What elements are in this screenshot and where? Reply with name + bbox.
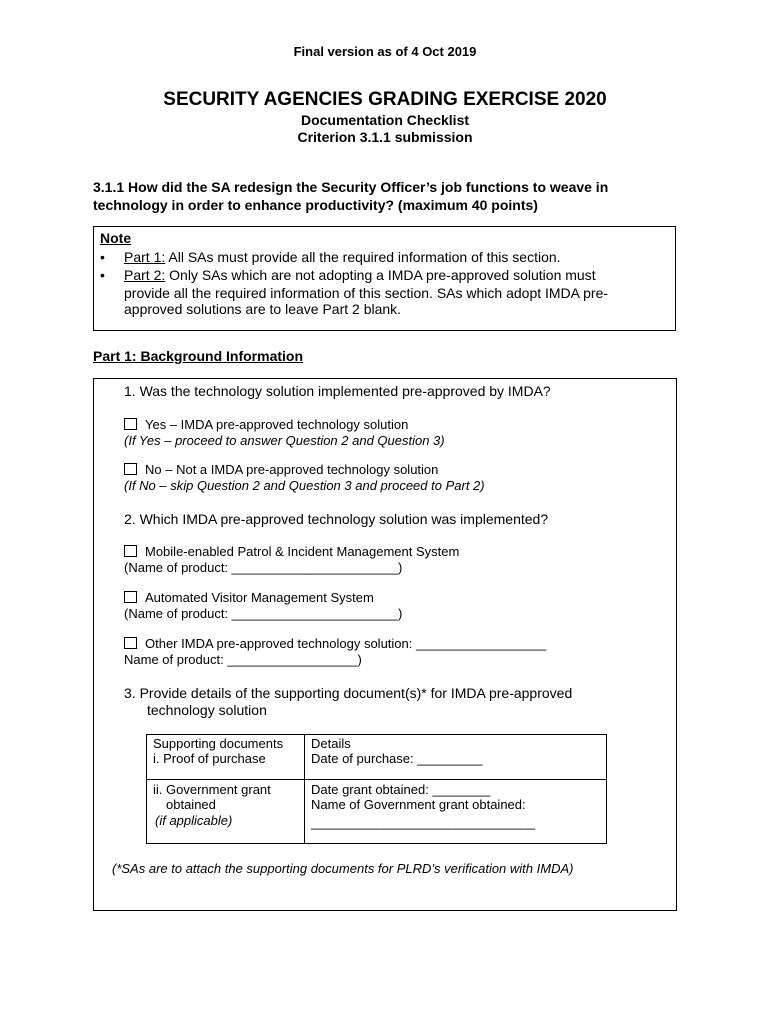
q1-text: 1. Was the technology solution implemented pre-approved by IMDA?: [124, 383, 551, 399]
checkbox-other[interactable]: [124, 637, 137, 649]
table-row-2-detail-b: Name of Government grant obtained:: [311, 797, 526, 812]
q1-no-note: (If No – skip Question 2 and Question 3 and proceed to Part 2): [124, 478, 485, 493]
table-row-1-detail: Date of purchase: _________: [311, 751, 483, 766]
footnote: (*SAs are to attach the supporting documents for PLRD’s verification with IMDA): [112, 861, 574, 876]
checkbox-visitor[interactable]: [124, 591, 137, 603]
q1-no-label: No – Not a IMDA pre-approved technology solution: [145, 462, 439, 477]
q2-option-other[interactable]: [124, 636, 546, 651]
checkbox-no[interactable]: [124, 463, 137, 475]
question-line-1: 3.1.1 How did the SA redesign the Security Officer’s job functions to weave in: [93, 179, 609, 195]
table-header-details: Details: [311, 736, 351, 751]
table-row-2-doc-a: ii. Government grant: [153, 782, 271, 797]
checkbox-patrol[interactable]: [124, 545, 137, 557]
table-header-documents: Supporting documents: [153, 736, 284, 751]
q2-option-patrol[interactable]: [124, 544, 459, 559]
table-row-2-doc-b: obtained: [166, 797, 216, 812]
part2-label: Part 2:: [124, 267, 166, 283]
note-title: Note: [100, 230, 132, 246]
part1-label: Part 1:: [124, 249, 166, 265]
criterion-question: [93, 178, 693, 214]
part2-text: Only SAs which are not adopting a IMDA pre-approved solution must: [165, 267, 596, 283]
q2-option-1-product: (Name of product: _______________________): [124, 560, 403, 575]
table-row-1-doc: i. Proof of purchase: [153, 751, 266, 766]
note-bullet-2: [100, 266, 596, 284]
q2-option-3-product: Name of product: __________________): [124, 652, 362, 667]
bullet-icon: •: [100, 267, 105, 283]
q1-option-no[interactable]: [124, 462, 438, 477]
part2-text-line-3: approved solutions are to leave Part 2 blank.: [124, 301, 402, 317]
version-header: Final version as of 4 Oct 2019: [293, 44, 477, 59]
q2-option-3-label: Other IMDA pre-approved technology solution: __________________: [145, 636, 547, 651]
note-bullet-1: [100, 248, 561, 266]
table-row-2-detail-a: Date grant obtained: ________: [311, 782, 491, 797]
subtitle-criterion: Criterion 3.1.1 submission: [297, 129, 473, 145]
q3-line-1: 3. Provide details of the supporting document(s)* for IMDA pre-approved: [124, 685, 573, 701]
table-row-2-detail-c: _______________________________: [311, 815, 536, 830]
q2-option-2-label: Automated Visitor Management System: [145, 590, 374, 605]
subtitle-checklist: Documentation Checklist: [300, 112, 470, 128]
part2-text-line-2: provide all the required information of this section. SAs which adopt IMDA pre-: [124, 285, 609, 301]
q2-text: 2. Which IMDA pre-approved technology solution was implemented?: [124, 511, 549, 527]
q3-line-2: technology solution: [147, 702, 267, 718]
q2-option-visitor[interactable]: [124, 590, 374, 605]
part1-heading: Part 1: Background Information: [93, 348, 304, 364]
q1-yes-note: (If Yes – proceed to answer Question 2 and Question 3): [124, 433, 445, 448]
part1-text: All SAs must provide all the required information of this section.: [165, 249, 561, 265]
question-line-2: technology in order to enhance productivity? (maximum 40 points): [93, 197, 538, 213]
checkbox-yes[interactable]: [124, 418, 137, 430]
q1-yes-label: Yes – IMDA pre-approved technology solution: [145, 417, 409, 432]
q2-option-1-label: Mobile-enabled Patrol & Incident Management System: [145, 544, 460, 559]
page-title: SECURITY AGENCIES GRADING EXERCISE 2020: [163, 89, 607, 110]
q1-option-yes[interactable]: [124, 417, 408, 432]
q2-option-2-product: (Name of product: _______________________): [124, 606, 403, 621]
table-row-2-doc-c: (if applicable): [155, 813, 233, 828]
bullet-icon: •: [100, 249, 105, 265]
